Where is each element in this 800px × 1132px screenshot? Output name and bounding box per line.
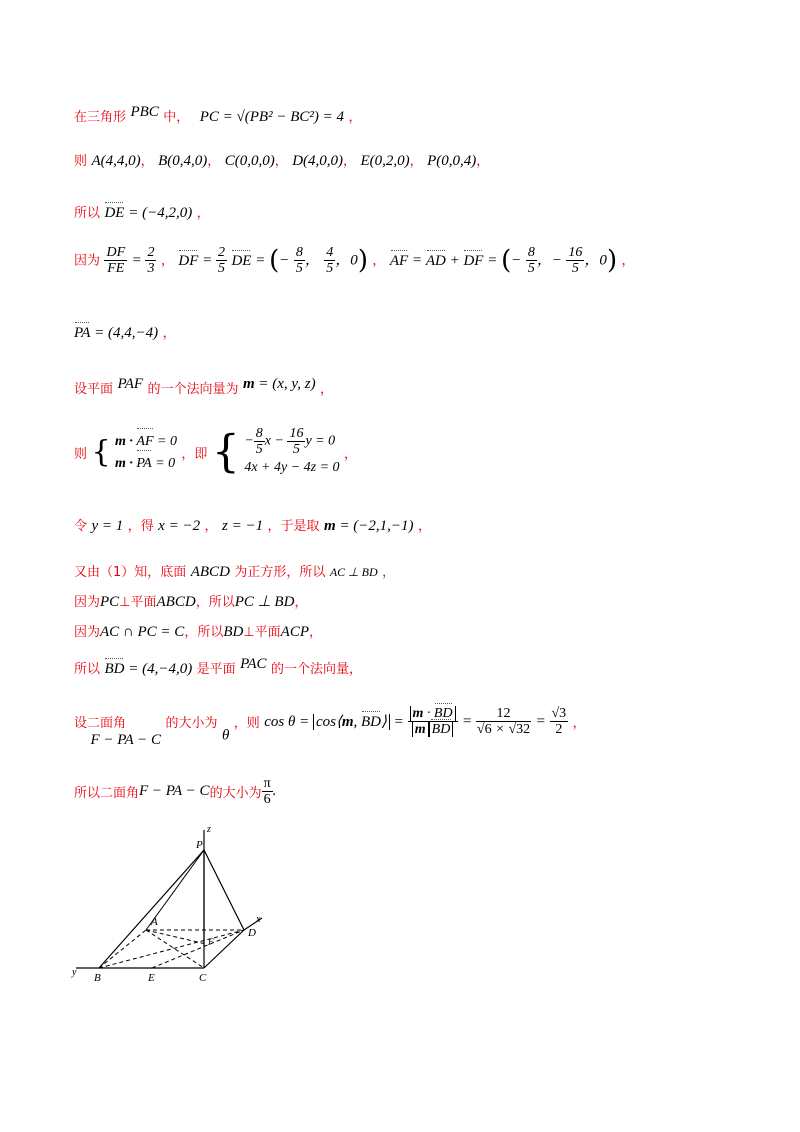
paren: ( <box>269 245 280 276</box>
math: BD <box>223 624 244 640</box>
vector-DF: DF <box>463 252 484 269</box>
math: AC ⊥ BD <box>329 565 378 579</box>
math: − <box>511 252 522 269</box>
math: ABCD <box>156 594 196 610</box>
text: 因为 <box>74 625 101 640</box>
label-E: E <box>148 972 155 984</box>
edge-PD <box>204 850 244 930</box>
equation-system-1: m · AF = 0 m · PA = 0 <box>115 431 177 475</box>
sep: ， <box>409 154 423 169</box>
text: 则 <box>74 154 88 169</box>
paren: ) <box>606 245 618 276</box>
text: ， <box>344 447 358 462</box>
math: cos θ = cos⟨m, BD⟩ = <box>264 714 408 730</box>
math: ，0 <box>584 252 607 269</box>
sep: ， <box>140 154 154 169</box>
text: 所以二面角 <box>74 786 140 801</box>
line-6 <box>74 376 333 397</box>
math: − <box>279 252 290 269</box>
vector-BD: BD <box>104 661 125 677</box>
vector-DE: DE <box>104 205 125 221</box>
line-13 <box>74 706 586 749</box>
math: B(0,4,0) <box>158 153 208 169</box>
text: 设平面 <box>74 382 114 397</box>
fraction: $\frac{2}{3}$ <box>147 245 155 276</box>
label-y: y <box>72 967 77 978</box>
math: . <box>272 783 277 799</box>
line-3 <box>74 202 210 222</box>
math: P(0,0,4) <box>427 153 477 169</box>
math: ， <box>536 252 552 269</box>
line-5 <box>74 322 176 342</box>
math: − <box>551 252 562 269</box>
text: 因为 <box>74 253 101 269</box>
sep: ， <box>343 154 357 169</box>
paren: ) <box>357 245 368 276</box>
edge-PB <box>99 850 204 968</box>
text: 令 <box>74 519 88 534</box>
equation-system-2: − $\frac{8}{5}$ x − $\frac{16}{5}$ y = 0 4x + 4y − 4z = 0 <box>244 426 340 475</box>
text: 因为 <box>74 595 101 610</box>
fraction: $\frac{m \cdot BD}{\text{m BD}}$ <box>408 706 458 737</box>
paren: ( <box>501 245 512 276</box>
math: = <box>408 252 426 269</box>
math: = (−2,1,−1) <box>335 518 414 534</box>
math: PAC <box>240 656 267 672</box>
text: 是平面 <box>196 662 236 677</box>
text: ， <box>204 519 218 534</box>
math: = (−4,2,0) <box>124 205 193 221</box>
math: D(4,0,0) <box>292 153 344 169</box>
label-B: B <box>94 972 101 984</box>
math: m <box>242 376 255 392</box>
math: PBC <box>130 104 159 120</box>
text: ， <box>294 595 308 610</box>
sep: ， <box>207 154 221 169</box>
text: 则 <box>74 447 88 462</box>
line-7 <box>74 426 357 479</box>
text: ， <box>160 253 174 269</box>
text: 的大小为 <box>165 716 218 731</box>
text: ，即 <box>181 447 208 462</box>
text: ，则 <box>233 716 260 731</box>
math: = (4,−4,0) <box>124 661 193 677</box>
text: 中， <box>163 110 190 125</box>
math: C(0,0,0) <box>224 153 275 169</box>
line-10 <box>74 591 307 611</box>
math: F − PA − C <box>139 783 210 799</box>
fraction: $\frac{\pi}{6}$ <box>263 776 271 807</box>
math: = <box>198 252 217 269</box>
math: + <box>445 252 464 269</box>
text: ， <box>348 110 362 125</box>
math: PC = √(PB² − BC²) = 4 <box>199 109 344 125</box>
vector-DE: DE <box>231 252 252 269</box>
fraction: $\frac{2}{5}$ <box>218 245 226 276</box>
vector-PA: PA <box>74 325 91 341</box>
line-1 <box>74 104 361 126</box>
label-D: D <box>248 927 256 939</box>
text: ⊥平面 <box>243 625 281 640</box>
math: m <box>324 518 336 534</box>
math: PAF <box>117 376 144 392</box>
text: ， <box>572 716 586 731</box>
label-x: x <box>256 914 261 925</box>
label-C: C <box>199 972 207 984</box>
vector-DF: DF <box>178 252 199 269</box>
math: = <box>131 252 146 269</box>
text: ， <box>372 253 386 269</box>
label-F: F <box>208 937 214 947</box>
text: ， <box>309 625 323 640</box>
text: 为正方形，所以 <box>234 565 326 580</box>
text: ， <box>382 565 396 580</box>
vector-AF: AF <box>389 252 409 269</box>
label-z: z <box>207 824 211 835</box>
line-14 <box>74 776 276 807</box>
text: ，所以 <box>195 595 235 610</box>
math: ， <box>304 252 320 269</box>
edge-ED <box>152 930 244 968</box>
text: ⊥平面 <box>119 595 157 610</box>
brace: { <box>91 434 111 470</box>
text: ， <box>621 253 635 269</box>
fraction: $\frac{4}{5}$ <box>326 245 334 276</box>
line-9 <box>74 561 395 581</box>
text: ， <box>418 519 432 534</box>
sep: ， <box>476 154 490 169</box>
text: 的一个法向量为 <box>147 382 239 397</box>
text: 设二面角 <box>74 716 127 731</box>
math: ABCD <box>190 564 230 580</box>
text: ，所以 <box>184 625 224 640</box>
math: AC ∩ PC = C <box>100 624 185 640</box>
math: ACP <box>280 624 309 640</box>
text: ， <box>196 206 210 221</box>
text: 所以 <box>74 206 101 221</box>
math: = <box>251 252 270 269</box>
math: = (x, y, z) <box>254 376 316 392</box>
text: 的大小为 <box>209 786 262 801</box>
fraction: $\frac{12}{√6 \times √32}$ <box>476 706 531 737</box>
text: ， <box>162 326 176 341</box>
fraction: $\frac{8}{5}$ <box>527 245 535 276</box>
fraction: $\frac{DF}{FE}$ <box>106 245 126 276</box>
math: PC <box>100 594 120 610</box>
fraction: $\frac{16}{5}$ <box>568 245 583 276</box>
label-A: A <box>151 916 158 928</box>
text: 在三角形 <box>74 110 127 125</box>
line-2 <box>74 150 489 170</box>
text: 又由（1）知，底面 <box>74 565 187 580</box>
fraction: $\frac{8}{5}$ <box>295 245 303 276</box>
math: ，0 <box>335 252 358 269</box>
math: A(4,4,0) <box>91 153 141 169</box>
math: θ <box>221 727 230 744</box>
line-8 <box>74 515 431 535</box>
edge-AC <box>146 930 204 968</box>
label-P: P <box>196 839 203 851</box>
math: = <box>535 713 550 730</box>
text: ，得 <box>127 519 154 534</box>
line-12 <box>74 656 362 678</box>
math: x = −2 <box>158 518 201 534</box>
line-11 <box>74 621 322 641</box>
math: z = −1 <box>222 518 264 534</box>
math: = (4,4,−4) <box>90 325 159 341</box>
sep: ， <box>274 154 288 169</box>
pyramid-figure <box>66 818 286 988</box>
math: F − PA − C <box>90 731 162 748</box>
math: = <box>462 713 476 730</box>
text: ， <box>320 382 334 397</box>
math: = <box>483 252 502 269</box>
edge-AF <box>146 930 206 944</box>
fraction: $\frac{√3}{2}$ <box>551 706 567 737</box>
brace: { <box>211 426 240 478</box>
line-4 <box>74 245 635 276</box>
text: 的一个法向量， <box>270 662 362 677</box>
vector-AD: AD <box>425 252 446 269</box>
text: ，于是取 <box>267 519 320 534</box>
math: PC ⊥ BD <box>234 594 295 610</box>
edge-BD <box>99 930 244 968</box>
math: y = 1 <box>91 518 124 534</box>
math: E(0,2,0) <box>360 153 410 169</box>
text: 所以 <box>74 662 101 677</box>
